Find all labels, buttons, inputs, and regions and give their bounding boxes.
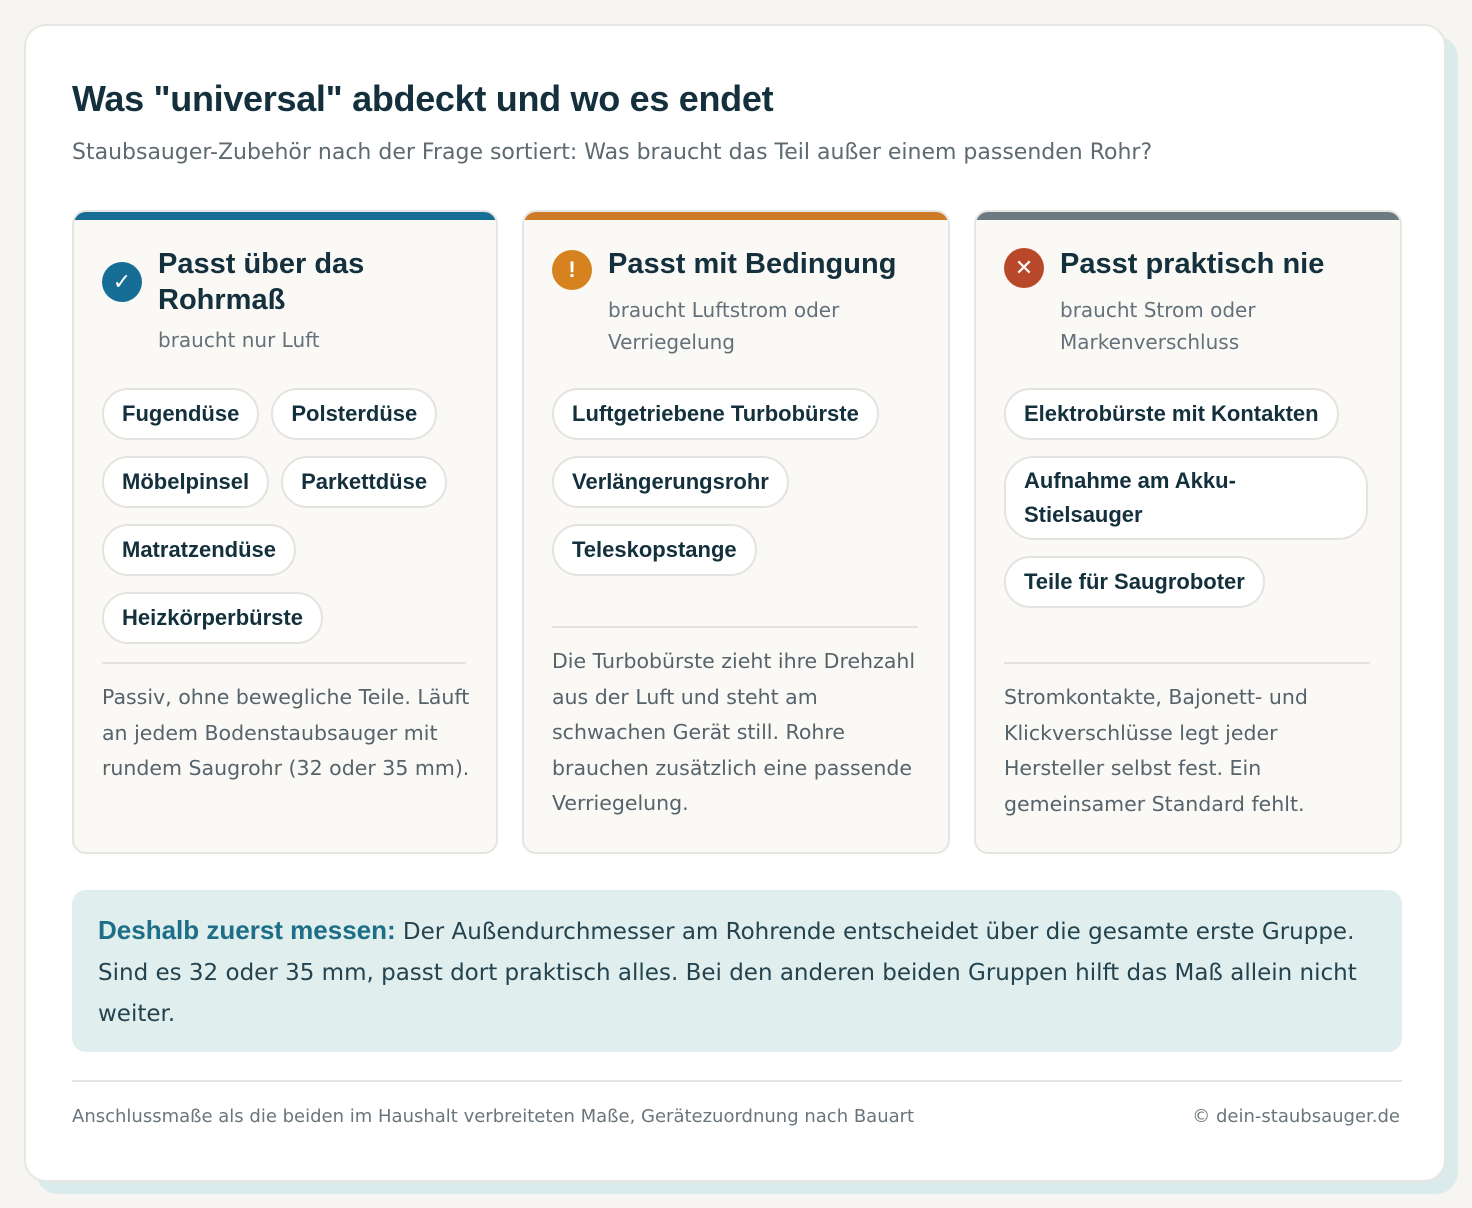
cross-icon: ✕ bbox=[1004, 248, 1044, 288]
column-accent-bar bbox=[524, 212, 948, 220]
column-title: Passt mit Bedingung bbox=[608, 248, 897, 280]
footer-source: Anschlussmaße als die beiden im Haushalt verbreiteten Maße, Gerätezuordnung nach Bauart bbox=[72, 1106, 915, 1127]
column-fits-by-diameter bbox=[72, 210, 498, 854]
column-title: Passt über das Rohrmaß bbox=[158, 248, 365, 316]
column-note: Stromkontakte, Bajonett- und Klickverschlüsse legt jeder Hersteller selbst fest. Ein gemeinsamer Standard fehlt. bbox=[1004, 685, 1308, 816]
measure-first-callout bbox=[72, 890, 1402, 1052]
column-accent-bar bbox=[976, 212, 1400, 220]
tag-heizkoerperbuerste: Heizkörperbürste bbox=[102, 592, 323, 644]
column-note: Passiv, ohne bewegliche Teile. Läuft an jedem Bodenstaubsauger mit rundem Saugrohr (32 oder 35 mm). bbox=[102, 685, 470, 780]
tag-parkettduese: Parkettdüse bbox=[281, 456, 447, 508]
tag-saugroboter: Teile für Saugroboter bbox=[1004, 556, 1265, 608]
tag-moebelpinsel: Möbelpinsel bbox=[102, 456, 269, 508]
tag-akku-stielsauger: Aufnahme am Akku-Stielsauger bbox=[1004, 456, 1368, 540]
tag-fugenduese: Fugendüse bbox=[102, 388, 259, 440]
tag-verlaengerungsrohr: Verlängerungsrohr bbox=[552, 456, 789, 508]
callout-text: Der Außendurchmesser am Rohrende entscheidet über die gesamte erste Gruppe. Sind es 32 oder 35 mm, passt dort praktisch alles. Bei den anderen beiden Gruppen hilft das Maß allein nicht weiter. bbox=[98, 919, 1357, 1027]
tag-elektrobuerste: Elektrobürste mit Kontakten bbox=[1004, 388, 1339, 440]
footer-copyright: © dein-staubsauger.de bbox=[1192, 1106, 1400, 1127]
tag-list bbox=[552, 388, 922, 576]
exclamation-icon: ! bbox=[552, 250, 592, 290]
tag-list bbox=[102, 388, 470, 644]
tag-list bbox=[1004, 388, 1374, 608]
tag-matratzenduese: Matratzendüse bbox=[102, 524, 296, 576]
column-accent-bar bbox=[74, 212, 496, 220]
column-almost-never-fits bbox=[974, 210, 1402, 854]
divider bbox=[1004, 662, 1370, 664]
footer-divider bbox=[72, 1080, 1402, 1082]
page-subtitle: Staubsauger-Zubehör nach der Frage sortiert: Was braucht das Teil außer einem passenden Rohr? bbox=[72, 140, 1153, 165]
column-subtitle: braucht Luftstrom oder Verriegelung bbox=[608, 298, 840, 354]
tag-turbobuerste: Luftgetriebene Turbobürste bbox=[552, 388, 879, 440]
tag-polsterduese: Polsterdüse bbox=[271, 388, 437, 440]
column-note: Die Turbobürste zieht ihre Drehzahl aus der Luft und steht am schwachen Gerät still. Rohre brauchen zusätzlich eine passende Verriegelung. bbox=[552, 649, 916, 815]
divider bbox=[552, 626, 918, 628]
check-icon: ✓ bbox=[102, 262, 142, 302]
tag-teleskopstange: Teleskopstange bbox=[552, 524, 757, 576]
divider bbox=[102, 662, 466, 664]
column-subtitle: braucht Strom oder Markenverschluss bbox=[1060, 298, 1256, 354]
callout-lead: Deshalb zuerst messen: bbox=[98, 915, 403, 945]
page-title: Was "universal" abdeckt und wo es endet bbox=[72, 78, 774, 119]
column-title: Passt praktisch nie bbox=[1060, 248, 1325, 280]
column-subtitle: braucht nur Luft bbox=[158, 328, 320, 352]
column-fits-conditionally bbox=[522, 210, 950, 854]
